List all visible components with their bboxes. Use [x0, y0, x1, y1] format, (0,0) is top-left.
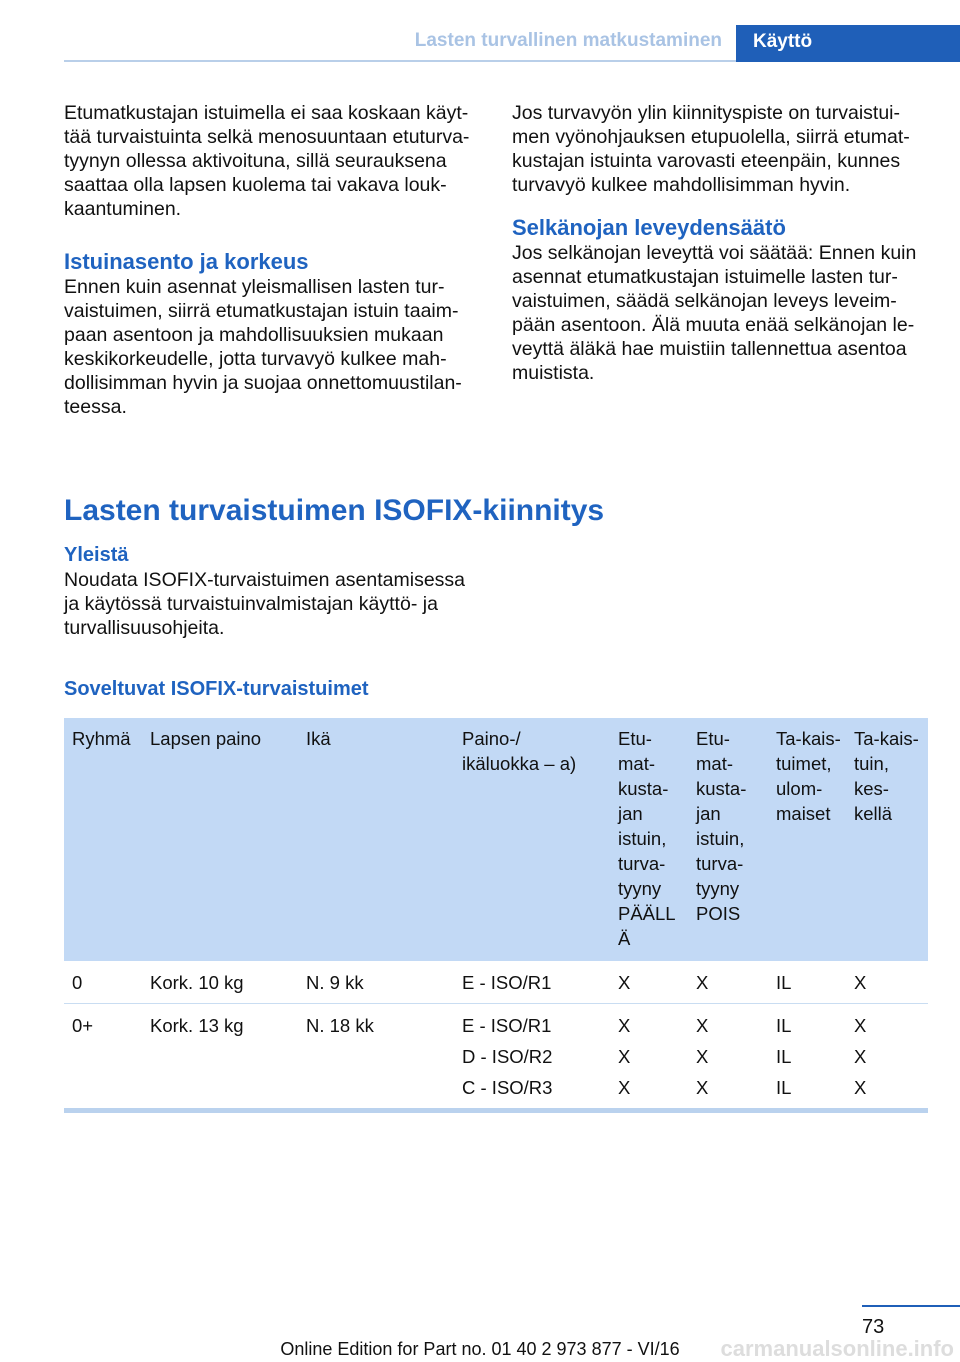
- right-heading: Selkänojan leveydensäätö: [512, 215, 786, 240]
- table-cell: Kork. 13 kg: [142, 1004, 298, 1111]
- table-cell: Kork. 10 kg: [142, 961, 298, 1004]
- header-chapter-tab: [736, 25, 960, 62]
- right-intro-text: Jos turvavyön ylin kiinnityspiste on turvaistui-men vyönohjauksen etupuolella, siirrä etumat-kustajan istuinta varovasti eteenpäin, kunnes turvavyö kulkee mahdollisimman hyvin.: [512, 102, 910, 196]
- header-chapter-label: Käyttö: [753, 31, 813, 52]
- right-column: [512, 101, 928, 385]
- header-cell-front-airbag-on: Etu-mat-kusta-jan istuin, turva-tyyny PÄÄLLÄ: [610, 718, 688, 961]
- table-cell-line: X: [854, 1015, 867, 1036]
- table-cell-line: X: [618, 1077, 631, 1098]
- table-row: [64, 961, 928, 1004]
- table-cell-line: X: [696, 1046, 709, 1067]
- section-general: [64, 542, 484, 640]
- left-intro-text: Etumatkustajan istuimella ei saa koskaan käyt-tää turvaistuinta selkä menosuuntaan etuturva-tyynyn ollessa aktivoituna, sillä seurauksena saattaa olla lapsen kuolema tai vakava louk-kaantuminen.: [64, 102, 470, 220]
- section-body-text: Noudata ISOFIX-turvaistuimen asentamisessa ja käytössä turvaistuinvalmistajan käyttö- ja turvallisuusohjeita.: [64, 569, 466, 639]
- table-cell: N. 9 kk: [298, 961, 454, 1004]
- table-heading-wrap: [64, 676, 664, 702]
- table-cell-line: C - ISO/R3: [462, 1077, 553, 1098]
- section-subheading: Yleistä: [64, 544, 129, 566]
- table-cell: N. 18 kk: [298, 1004, 454, 1111]
- table-cell-multi: [688, 1004, 768, 1111]
- table-cell-line: X: [854, 1046, 867, 1067]
- table-cell-line: X: [618, 1015, 631, 1036]
- right-body-text: Jos selkänojan leveyttä voi säätää: Ennen kuin asennat etumatkustajan istuimelle lasten tur-vaistuimen, säädä selkänojan leveys leveim-pään asentoon. Älä muuta enää selkänojan le-veyttä äläkä hae muistiin tallennettua asentoa muistista.: [512, 242, 917, 384]
- table-cell-multi: [768, 1004, 846, 1111]
- table-cell: 0+: [64, 1004, 142, 1111]
- header-cell-rear-middle: Ta-kais-tuin, kes-kellä: [846, 718, 928, 961]
- table-cell: 0: [64, 961, 142, 1004]
- table-cell: IL: [768, 961, 846, 1004]
- table-row: [64, 1004, 928, 1111]
- table-cell-multi: [454, 1004, 610, 1111]
- header-cell-rear-outer: Ta-kais-tuimet, ulom-maiset: [768, 718, 846, 961]
- left-column: [64, 101, 484, 419]
- table-heading: Soveltuvat ISOFIX-turvaistuimet: [64, 678, 369, 700]
- table-cell-line: E - ISO/R1: [462, 1015, 552, 1036]
- left-body-text: Ennen kuin asennat yleismallisen lasten tur-vaistuimen, siirrä etumatkustajan istuin taaim-paan asentoon ja mahdollisuuksien mukaan keskikorkeudelle, jotta turvavyö kulkee mah-dollisimman hyvin ja suojaa onnettomuustilan-teessa.: [64, 276, 462, 418]
- table-cell: X: [846, 961, 928, 1004]
- edition-footer: Online Edition for Part no. 01 40 2 973 877 - VI/16: [280, 1339, 680, 1359]
- header-cell-group: Ryhmä: [64, 718, 142, 961]
- section-title: Lasten turvaistuimen ISOFIX-kiinnitys: [64, 494, 605, 527]
- table-header-row: [64, 718, 928, 961]
- table-cell-line: X: [854, 1077, 867, 1098]
- header-cell-class: Paino-/ ikäluokka – a): [454, 718, 610, 961]
- table-cell-line: X: [696, 1015, 709, 1036]
- header-section-title: Lasten turvallinen matkustaminen: [414, 30, 722, 51]
- isofix-table: [64, 718, 928, 1113]
- header-cell-weight: Lapsen paino: [142, 718, 298, 961]
- table-cell-line: D - ISO/R2: [462, 1046, 553, 1067]
- table-cell-line: IL: [776, 1046, 792, 1067]
- table-cell-multi: [610, 1004, 688, 1111]
- table-cell: E - ISO/R1: [454, 961, 610, 1004]
- table-cell: X: [688, 961, 768, 1004]
- table-cell-line: X: [696, 1077, 709, 1098]
- table-cell: X: [610, 961, 688, 1004]
- page-number-rule: [862, 1305, 960, 1307]
- table-cell-line: IL: [776, 1015, 792, 1036]
- watermark: carmanualsonline.info: [720, 1336, 954, 1361]
- header-rule: [64, 60, 736, 62]
- left-heading: Istuinasento ja korkeus: [64, 249, 309, 274]
- header-cell-front-airbag-off: Etu-mat-kusta-jan istuin, turva-tyyny POIS: [688, 718, 768, 961]
- table-cell-line: X: [618, 1046, 631, 1067]
- table-cell-line: IL: [776, 1077, 792, 1098]
- header-cell-age: Ikä: [298, 718, 454, 961]
- page-number: 73: [862, 1316, 885, 1338]
- table-cell-multi: [846, 1004, 928, 1111]
